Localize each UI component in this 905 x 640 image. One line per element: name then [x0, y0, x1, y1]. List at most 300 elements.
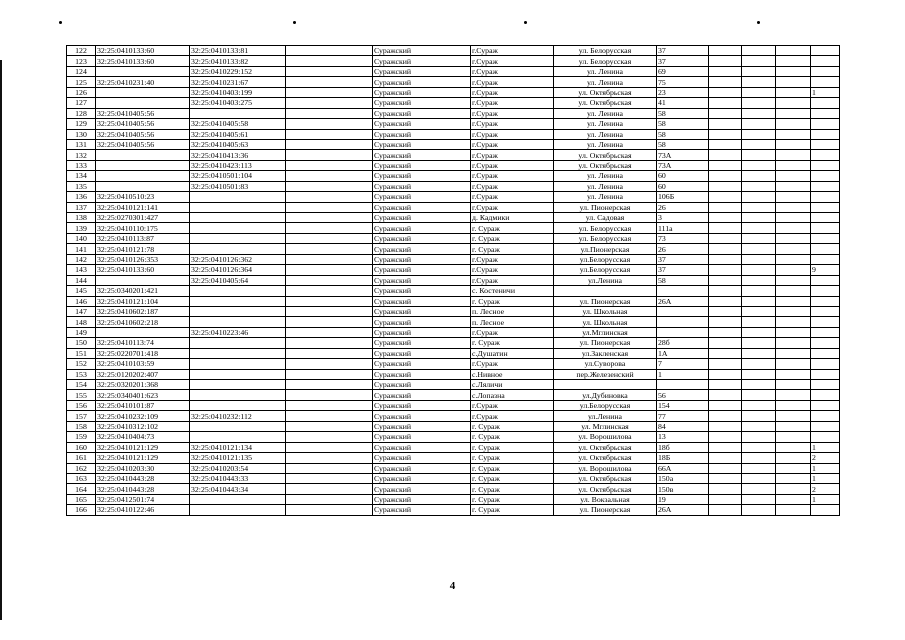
locality-cell: г. Сураж: [471, 442, 554, 452]
extra-cell-cell: [776, 213, 811, 223]
page-edge: [0, 60, 2, 620]
row-number-cell: 134: [67, 171, 96, 181]
extra-cell-cell: [286, 432, 373, 442]
extra-cell-cell: [742, 77, 776, 87]
extra-cell-cell: [709, 453, 742, 463]
extra-cell-cell: [286, 181, 373, 191]
extra-cell-cell: [742, 348, 776, 358]
extra-cell-cell: [742, 119, 776, 129]
locality-cell: г. Сураж: [471, 223, 554, 233]
district-cell: Суражский: [373, 77, 471, 87]
count-cell-cell: [811, 505, 840, 515]
table-row: [67, 46, 840, 56]
district-cell: Суражский: [373, 87, 471, 97]
row-number-cell: 132: [67, 150, 96, 160]
street-cell: ул. Школьная: [554, 306, 657, 316]
house-number-cell: 106Б: [657, 192, 709, 202]
extra-cell-cell: [709, 473, 742, 483]
extra-cell-cell: [709, 286, 742, 296]
parent-cadastral-number-cell: [96, 171, 190, 181]
cadastral-number-cell: 32:25:0410229:152: [190, 66, 286, 76]
count-cell-cell: [811, 181, 840, 191]
extra-cell-cell: [709, 494, 742, 504]
extra-cell-cell: [286, 108, 373, 118]
district-cell: Суражский: [373, 192, 471, 202]
cadastral-number-cell: 32:25:0410126:362: [190, 254, 286, 264]
district-cell: Суражский: [373, 327, 471, 337]
district-cell: Суражский: [373, 359, 471, 369]
locality-cell: г.Сураж: [471, 265, 554, 275]
extra-cell-cell: [709, 77, 742, 87]
locality-cell: г.Сураж: [471, 192, 554, 202]
count-cell-cell: [811, 202, 840, 212]
house-number-cell: 37: [657, 265, 709, 275]
count-cell-cell: [811, 66, 840, 76]
extra-cell-cell: [776, 338, 811, 348]
house-number-cell: 111а: [657, 223, 709, 233]
extra-cell-cell: [742, 254, 776, 264]
parent-cadastral-number-cell: 32:25:0410133:60: [96, 265, 190, 275]
row-number-cell: 147: [67, 306, 96, 316]
extra-cell-cell: [709, 265, 742, 275]
table-body: [67, 46, 840, 516]
count-cell-cell: [811, 286, 840, 296]
extra-cell-cell: [286, 494, 373, 504]
extra-cell-cell: [286, 171, 373, 181]
cadastral-number-cell: 32:25:0410443:34: [190, 484, 286, 494]
extra-cell-cell: [709, 119, 742, 129]
cadastral-number-cell: 32:25:0410423:113: [190, 160, 286, 170]
table-row: [67, 129, 840, 139]
street-cell: пер.Железенский: [554, 369, 657, 379]
extra-cell-cell: [709, 275, 742, 285]
row-number-cell: 149: [67, 327, 96, 337]
district-cell: Суражский: [373, 400, 471, 410]
cadastral-number-cell: [190, 421, 286, 431]
house-number-cell: 7: [657, 359, 709, 369]
extra-cell-cell: [286, 129, 373, 139]
row-number-cell: 152: [67, 359, 96, 369]
table-row: [67, 202, 840, 212]
table-row: [67, 359, 840, 369]
extra-cell-cell: [709, 327, 742, 337]
extra-cell-cell: [286, 119, 373, 129]
cadastral-number-cell: 32:25:0410413:36: [190, 150, 286, 160]
extra-cell-cell: [776, 254, 811, 264]
extra-cell-cell: [709, 505, 742, 515]
extra-cell-cell: [776, 202, 811, 212]
locality-cell: г.Сураж: [471, 202, 554, 212]
locality-cell: г. Сураж: [471, 505, 554, 515]
row-number-cell: 148: [67, 317, 96, 327]
extra-cell-cell: [776, 77, 811, 87]
cadastral-number-cell: [190, 505, 286, 515]
cadastral-number-cell: [190, 202, 286, 212]
parent-cadastral-number-cell: 32:25:0410121:78: [96, 244, 190, 254]
house-number-cell: [657, 380, 709, 390]
extra-cell-cell: [286, 505, 373, 515]
table-row: [67, 265, 840, 275]
locality-cell: г.Сураж: [471, 327, 554, 337]
locality-cell: г.Сураж: [471, 275, 554, 285]
extra-cell-cell: [286, 473, 373, 483]
extra-cell-cell: [776, 390, 811, 400]
count-cell-cell: [811, 139, 840, 149]
cadastral-number-cell: [190, 192, 286, 202]
district-cell: Суражский: [373, 348, 471, 358]
cadastral-number-cell: 32:25:0410405:64: [190, 275, 286, 285]
extra-cell-cell: [286, 369, 373, 379]
street-cell: ул.Закленская: [554, 348, 657, 358]
house-number-cell: 37: [657, 46, 709, 56]
row-number-cell: 126: [67, 87, 96, 97]
parent-cadastral-number-cell: [96, 275, 190, 285]
row-number-cell: 122: [67, 46, 96, 56]
table-row: [67, 369, 840, 379]
cadastral-number-cell: 32:25:0410133:82: [190, 56, 286, 66]
cadastral-number-cell: 32:25:0410121:134: [190, 442, 286, 452]
table-row: [67, 56, 840, 66]
street-cell: ул.Белорусская: [554, 254, 657, 264]
cadastral-number-cell: 32:25:0410121:135: [190, 453, 286, 463]
cadastral-number-cell: [190, 233, 286, 243]
count-cell-cell: [811, 223, 840, 233]
cadastral-table: [66, 45, 840, 516]
table-row: [67, 296, 840, 306]
row-number-cell: 137: [67, 202, 96, 212]
street-cell: ул. Ворошилова: [554, 463, 657, 473]
extra-cell-cell: [776, 56, 811, 66]
street-cell: ул. Ленина: [554, 181, 657, 191]
extra-cell-cell: [709, 160, 742, 170]
row-number-cell: 124: [67, 66, 96, 76]
extra-cell-cell: [286, 244, 373, 254]
count-cell-cell: [811, 306, 840, 316]
extra-cell-cell: [709, 87, 742, 97]
row-number-cell: 156: [67, 400, 96, 410]
cadastral-number-cell: [190, 244, 286, 254]
count-cell-cell: [811, 171, 840, 181]
street-cell: ул. Школьная: [554, 317, 657, 327]
extra-cell-cell: [709, 348, 742, 358]
extra-cell-cell: [742, 484, 776, 494]
cadastral-number-cell: [190, 380, 286, 390]
table-row: [67, 98, 840, 108]
table-row: [67, 233, 840, 243]
cadastral-number-cell: [190, 213, 286, 223]
district-cell: Суражский: [373, 98, 471, 108]
cadastral-number-cell: [190, 359, 286, 369]
row-number-cell: 139: [67, 223, 96, 233]
street-cell: ул. Октябрьская: [554, 453, 657, 463]
parent-cadastral-number-cell: 32:25:0410312:102: [96, 421, 190, 431]
parent-cadastral-number-cell: 32:25:0270301:427: [96, 213, 190, 223]
count-cell-cell: 1: [811, 494, 840, 504]
extra-cell-cell: [776, 160, 811, 170]
count-cell-cell: [811, 296, 840, 306]
cadastral-number-cell: [190, 400, 286, 410]
locality-cell: г.Сураж: [471, 77, 554, 87]
street-cell: ул. Ворошилова: [554, 432, 657, 442]
extra-cell-cell: [776, 484, 811, 494]
extra-cell-cell: [286, 139, 373, 149]
count-cell-cell: [811, 98, 840, 108]
extra-cell-cell: [709, 46, 742, 56]
row-number-cell: 155: [67, 390, 96, 400]
house-number-cell: 41: [657, 98, 709, 108]
extra-cell-cell: [286, 213, 373, 223]
house-number-cell: 66А: [657, 463, 709, 473]
parent-cadastral-number-cell: [96, 87, 190, 97]
extra-cell-cell: [709, 400, 742, 410]
extra-cell-cell: [709, 432, 742, 442]
district-cell: Суражский: [373, 46, 471, 56]
extra-cell-cell: [709, 213, 742, 223]
extra-cell-cell: [742, 442, 776, 452]
table-row: [67, 87, 840, 97]
table-row: [67, 171, 840, 181]
district-cell: Суражский: [373, 453, 471, 463]
extra-cell-cell: [742, 139, 776, 149]
street-cell: [554, 286, 657, 296]
house-number-cell: 154: [657, 400, 709, 410]
house-number-cell: 60: [657, 171, 709, 181]
row-number-cell: 144: [67, 275, 96, 285]
district-cell: Суражский: [373, 213, 471, 223]
cadastral-number-cell: [190, 494, 286, 504]
cadastral-number-cell: 32:25:0410405:58: [190, 119, 286, 129]
house-number-cell: 18б: [657, 442, 709, 452]
count-cell-cell: 1: [811, 463, 840, 473]
cadastral-number-cell: [190, 317, 286, 327]
extra-cell-cell: [742, 223, 776, 233]
district-cell: Суражский: [373, 265, 471, 275]
district-cell: Суражский: [373, 390, 471, 400]
extra-cell-cell: [776, 306, 811, 316]
street-cell: ул. Октябрьская: [554, 473, 657, 483]
parent-cadastral-number-cell: 32:25:0410405:56: [96, 108, 190, 118]
parent-cadastral-number-cell: 32:25:0410113:87: [96, 233, 190, 243]
street-cell: ул. Ленина: [554, 139, 657, 149]
district-cell: Суражский: [373, 66, 471, 76]
house-number-cell: 69: [657, 66, 709, 76]
parent-cadastral-number-cell: 32:25:0410103:59: [96, 359, 190, 369]
house-number-cell: 73: [657, 233, 709, 243]
locality-cell: п. Лесное: [471, 317, 554, 327]
extra-cell-cell: [286, 463, 373, 473]
locality-cell: г. Сураж: [471, 484, 554, 494]
street-cell: ул. Вокзальная: [554, 494, 657, 504]
extra-cell-cell: [709, 223, 742, 233]
parent-cadastral-number-cell: 32:25:0320201:368: [96, 380, 190, 390]
extra-cell-cell: [286, 400, 373, 410]
table-row: [67, 400, 840, 410]
extra-cell-cell: [742, 275, 776, 285]
locality-cell: г.Сураж: [471, 150, 554, 160]
parent-cadastral-number-cell: [96, 66, 190, 76]
locality-cell: г.Сураж: [471, 98, 554, 108]
locality-cell: с.Лопазна: [471, 390, 554, 400]
house-number-cell: 37: [657, 56, 709, 66]
extra-cell-cell: [776, 46, 811, 56]
house-number-cell: 58: [657, 108, 709, 118]
house-number-cell: 58: [657, 275, 709, 285]
extra-cell-cell: [709, 98, 742, 108]
table-row: [67, 254, 840, 264]
count-cell-cell: [811, 244, 840, 254]
extra-cell-cell: [776, 150, 811, 160]
locality-cell: г.Сураж: [471, 181, 554, 191]
cadastral-number-cell: 32:25:0410231:67: [190, 77, 286, 87]
extra-cell-cell: [742, 400, 776, 410]
table-row: [67, 286, 840, 296]
house-number-cell: 56: [657, 390, 709, 400]
table-row: [67, 411, 840, 421]
extra-cell-cell: [709, 181, 742, 191]
extra-cell-cell: [776, 359, 811, 369]
cadastral-number-cell: 32:25:0410203:54: [190, 463, 286, 473]
district-cell: Суражский: [373, 56, 471, 66]
row-number-cell: 153: [67, 369, 96, 379]
street-cell: ул. Пионерская: [554, 338, 657, 348]
extra-cell-cell: [709, 338, 742, 348]
count-cell-cell: [811, 338, 840, 348]
parent-cadastral-number-cell: 32:25:0410231:40: [96, 77, 190, 87]
district-cell: Суражский: [373, 150, 471, 160]
scan-mark: [757, 21, 760, 24]
street-cell: ул. Пионерская: [554, 505, 657, 515]
extra-cell-cell: [776, 369, 811, 379]
row-number-cell: 157: [67, 411, 96, 421]
extra-cell-cell: [709, 66, 742, 76]
row-number-cell: 164: [67, 484, 96, 494]
extra-cell-cell: [286, 202, 373, 212]
parent-cadastral-number-cell: 32:25:0410121:129: [96, 453, 190, 463]
extra-cell-cell: [286, 233, 373, 243]
district-cell: Суражский: [373, 129, 471, 139]
extra-cell-cell: [742, 421, 776, 431]
extra-cell-cell: [742, 286, 776, 296]
parent-cadastral-number-cell: 32:25:0410443:28: [96, 484, 190, 494]
count-cell-cell: [811, 129, 840, 139]
house-number-cell: 58: [657, 129, 709, 139]
row-number-cell: 143: [67, 265, 96, 275]
locality-cell: г.Сураж: [471, 66, 554, 76]
count-cell-cell: [811, 233, 840, 243]
cadastral-number-cell: 32:25:0410403:275: [190, 98, 286, 108]
count-cell-cell: [811, 275, 840, 285]
extra-cell-cell: [776, 400, 811, 410]
house-number-cell: 77: [657, 411, 709, 421]
street-cell: ул. Октябрьская: [554, 150, 657, 160]
extra-cell-cell: [709, 192, 742, 202]
extra-cell-cell: [776, 317, 811, 327]
extra-cell-cell: [742, 327, 776, 337]
parent-cadastral-number-cell: 32:25:0340201:421: [96, 286, 190, 296]
extra-cell-cell: [286, 411, 373, 421]
district-cell: Суражский: [373, 473, 471, 483]
count-cell-cell: [811, 77, 840, 87]
table-row: [67, 505, 840, 515]
extra-cell-cell: [742, 380, 776, 390]
house-number-cell: 60: [657, 181, 709, 191]
extra-cell-cell: [709, 56, 742, 66]
locality-cell: г. Сураж: [471, 463, 554, 473]
house-number-cell: 1А: [657, 348, 709, 358]
extra-cell-cell: [286, 46, 373, 56]
extra-cell-cell: [286, 265, 373, 275]
extra-cell-cell: [742, 432, 776, 442]
extra-cell-cell: [742, 233, 776, 243]
locality-cell: г.Сураж: [471, 46, 554, 56]
count-cell-cell: [811, 46, 840, 56]
house-number-cell: 73А: [657, 150, 709, 160]
locality-cell: г. Сураж: [471, 421, 554, 431]
extra-cell-cell: [742, 494, 776, 504]
extra-cell-cell: [286, 453, 373, 463]
district-cell: Суражский: [373, 463, 471, 473]
row-number-cell: 159: [67, 432, 96, 442]
extra-cell-cell: [776, 265, 811, 275]
parent-cadastral-number-cell: 32:25:0410443:28: [96, 473, 190, 483]
house-number-cell: 13: [657, 432, 709, 442]
extra-cell-cell: [286, 286, 373, 296]
locality-cell: г. Сураж: [471, 453, 554, 463]
parent-cadastral-number-cell: [96, 181, 190, 191]
extra-cell-cell: [776, 192, 811, 202]
row-number-cell: 127: [67, 98, 96, 108]
count-cell-cell: [811, 213, 840, 223]
house-number-cell: 73А: [657, 160, 709, 170]
locality-cell: г.Сураж: [471, 411, 554, 421]
count-cell-cell: 2: [811, 484, 840, 494]
row-number-cell: 128: [67, 108, 96, 118]
street-cell: ул. Белорусская: [554, 233, 657, 243]
row-number-cell: 131: [67, 139, 96, 149]
district-cell: Суражский: [373, 254, 471, 264]
parent-cadastral-number-cell: 32:25:0410510:23: [96, 192, 190, 202]
house-number-cell: 19: [657, 494, 709, 504]
street-cell: ул.Ленина: [554, 411, 657, 421]
row-number-cell: 138: [67, 213, 96, 223]
row-number-cell: 158: [67, 421, 96, 431]
street-cell: ул. Белорусская: [554, 56, 657, 66]
count-cell-cell: [811, 56, 840, 66]
cadastral-number-cell: 32:25:0410403:199: [190, 87, 286, 97]
count-cell-cell: 1: [811, 87, 840, 97]
house-number-cell: [657, 327, 709, 337]
extra-cell-cell: [286, 359, 373, 369]
extra-cell-cell: [742, 473, 776, 483]
table-row: [67, 463, 840, 473]
district-cell: Суражский: [373, 202, 471, 212]
parent-cadastral-number-cell: 32:25:0410404:73: [96, 432, 190, 442]
parent-cadastral-number-cell: 32:25:0410121:129: [96, 442, 190, 452]
extra-cell-cell: [742, 181, 776, 191]
table-row: [67, 77, 840, 87]
district-cell: Суражский: [373, 233, 471, 243]
parent-cadastral-number-cell: 32:25:0410602:218: [96, 317, 190, 327]
street-cell: [554, 380, 657, 390]
parent-cadastral-number-cell: 32:25:0410232:109: [96, 411, 190, 421]
extra-cell-cell: [776, 463, 811, 473]
extra-cell-cell: [742, 160, 776, 170]
street-cell: ул.Суворова: [554, 359, 657, 369]
street-cell: ул. Ленина: [554, 129, 657, 139]
district-cell: Суражский: [373, 494, 471, 504]
extra-cell-cell: [286, 421, 373, 431]
street-cell: ул.Дубиновка: [554, 390, 657, 400]
